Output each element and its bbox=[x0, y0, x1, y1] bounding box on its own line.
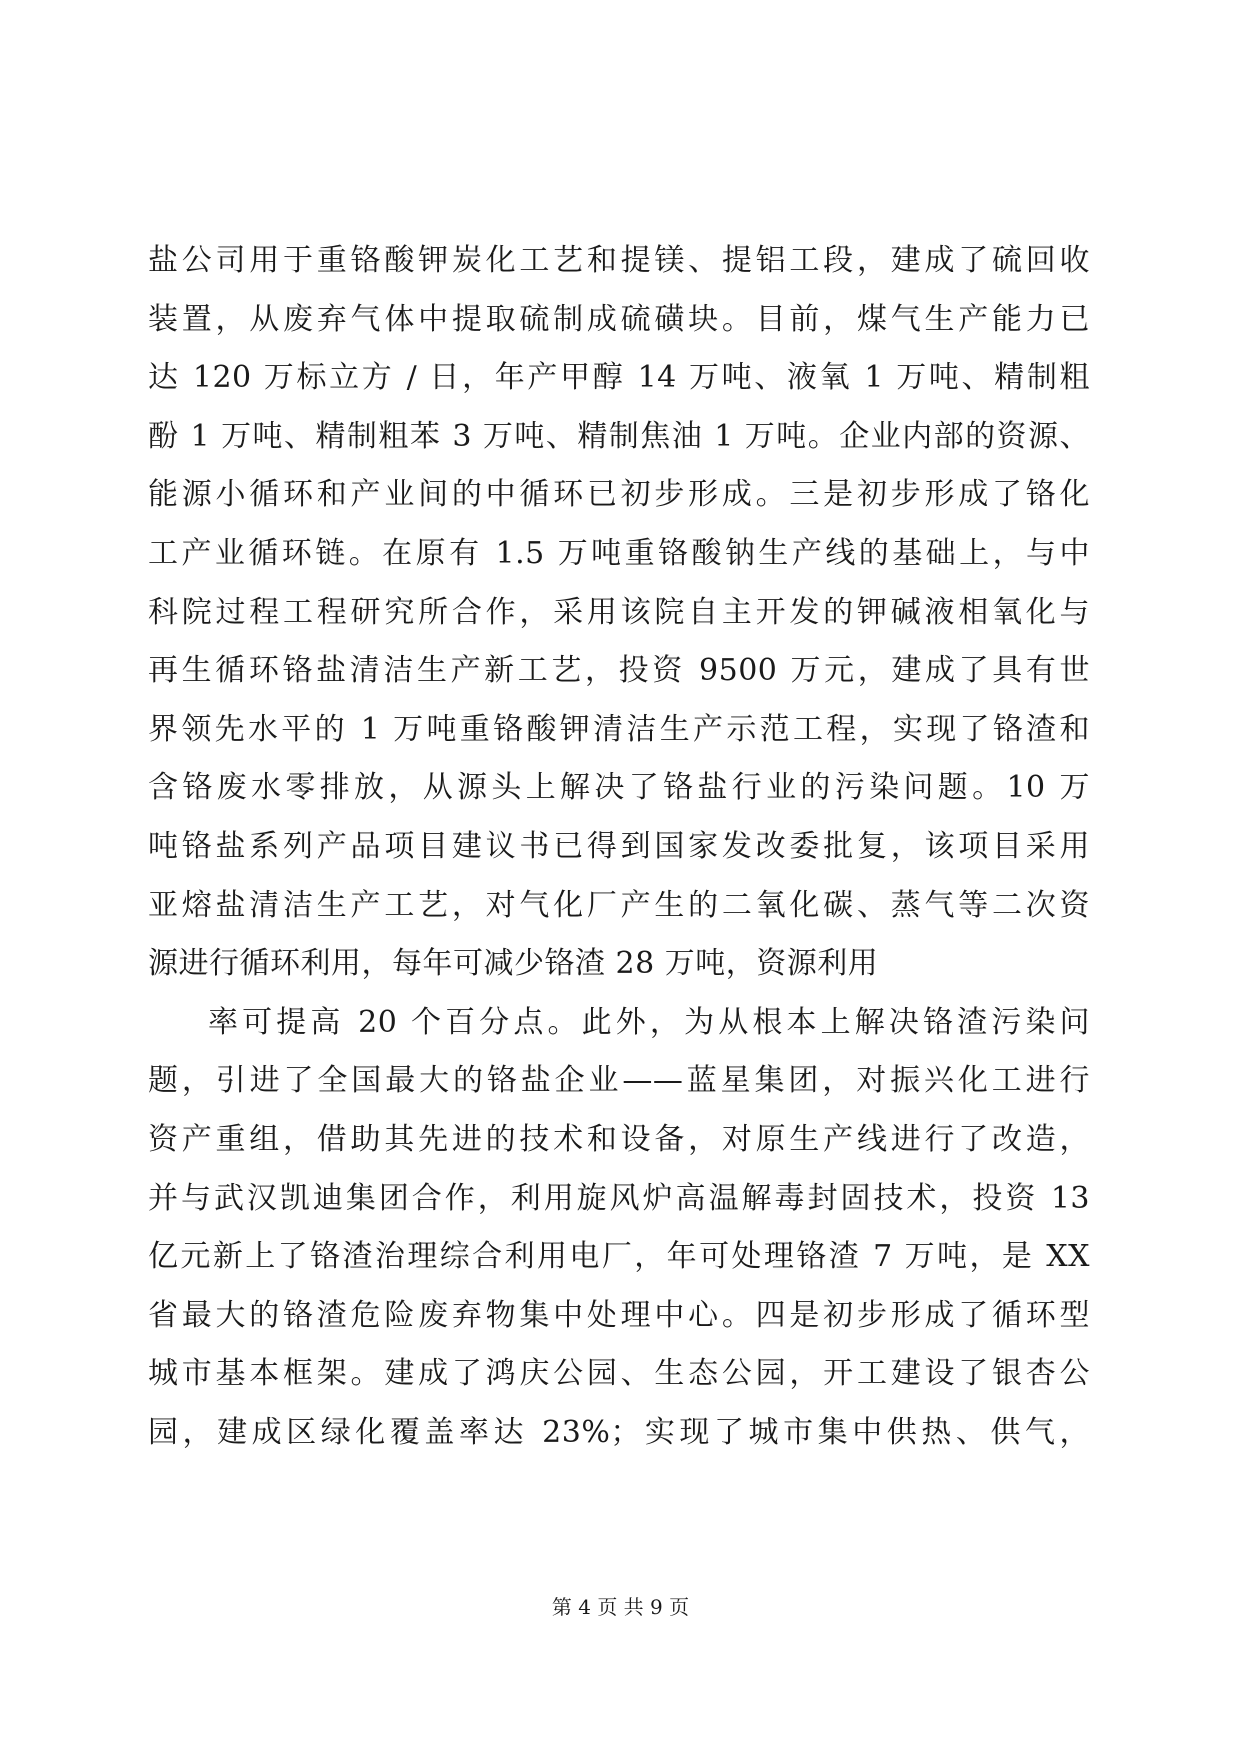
text-line: 盐公司用于重铬酸钾炭化工艺和提镁、提铝工段，建成了硫回收 bbox=[148, 243, 1090, 278]
body-text bbox=[148, 232, 1090, 1462]
text-line-indented: 率可提高 20 个百分点。此外，为从根本上解决铬渣污染问 bbox=[208, 1004, 1090, 1040]
text-line: 亿元新上了铬渣治理综合利用电厂，年可处理铬渣 7 万吨，是 XX bbox=[148, 1239, 1090, 1275]
text-line: 科院过程工程研究所合作，采用该院自主开发的钾碱液相氧化与 bbox=[148, 594, 1090, 630]
text-line: 资产重组，借助其先进的技术和设备，对原生产线进行了改造， bbox=[148, 1121, 1090, 1157]
text-line: 装置，从废弃气体中提取硫制成硫磺块。目前，煤气生产能力已 bbox=[148, 301, 1090, 337]
text-line: 城市基本框架。建成了鸿庆公园、生态公园，开工建设了银杏公 bbox=[148, 1356, 1090, 1392]
text-line: 含铬废水零排放，从源头上解决了铬盐行业的污染问题。10 万 bbox=[148, 770, 1090, 806]
text-line: 园，建成区绿化覆盖率达 23%；实现了城市集中供热、供气， bbox=[148, 1414, 1090, 1450]
text-line: 吨铬盐系列产品项目建议书已得到国家发改委批复，该项目采用 bbox=[148, 828, 1090, 864]
text-line: 能源小循环和产业间的中循环已初步形成。三是初步形成了铬化 bbox=[148, 477, 1090, 513]
text-line: 并与武汉凯迪集团合作，利用旋风炉高温解毒封固技术，投资 13 bbox=[148, 1180, 1090, 1216]
text-line: 再生循环铬盐清洁生产新工艺，投资 9500 万元，建成了具有世 bbox=[148, 653, 1090, 689]
page-footer bbox=[0, 1592, 1241, 1622]
text-line: 亚熔盐清洁生产工艺，对气化厂产生的二氧化碳、蒸气等二次资 bbox=[148, 887, 1090, 923]
text-line: 源进行循环利用，每年可减少铬渣 28 万吨，资源利用 bbox=[148, 946, 879, 982]
page-number-label: 第 4 页 共 9 页 bbox=[551, 1595, 690, 1619]
text-line: 界领先水平的 1 万吨重铬酸钾清洁生产示范工程，实现了铬渣和 bbox=[148, 711, 1090, 747]
text-line: 题，引进了全国最大的铬盐企业——蓝星集团，对振兴化工进行 bbox=[148, 1063, 1090, 1099]
text-line: 工产业循环链。在原有 1.5 万吨重铬酸钠生产线的基础上，与中 bbox=[148, 535, 1090, 571]
text-line: 达 120 万标立方 / 日，年产甲醇 14 万吨、液氧 1 万吨、精制粗 bbox=[148, 360, 1090, 396]
text-line: 省最大的铬渣危险废弃物集中处理中心。四是初步形成了循环型 bbox=[148, 1297, 1090, 1333]
text-line: 酚 1 万吨、精制粗苯 3 万吨、精制焦油 1 万吨。企业内部的资源、 bbox=[148, 418, 1090, 454]
